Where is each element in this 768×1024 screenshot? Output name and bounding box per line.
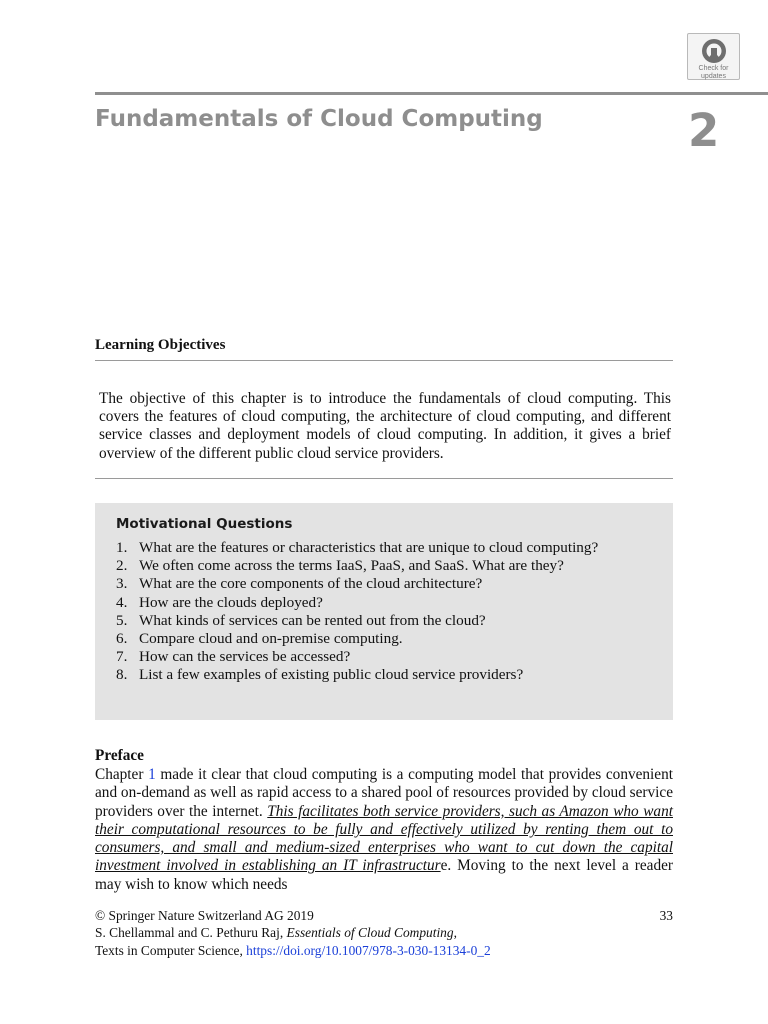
chapter-number: 2 — [688, 104, 720, 157]
question-number: 7. — [116, 648, 128, 666]
copyright-line — [95, 907, 673, 924]
question-item — [116, 666, 598, 684]
question-number: 1. — [116, 539, 128, 556]
series-line — [95, 942, 673, 959]
question-text: What are the core components of the cloud architecture? — [139, 575, 483, 593]
question-text: List a few examples of existing public cloud service providers? — [139, 666, 524, 684]
preface-text-body: made it clear that cloud computing is a computing model that provides convenient and on-demand as well as rapid access to a shared pool of resources provided by cloud service providers over the internet. — [95, 766, 674, 820]
question-text: We often come across the terms IaaS, PaaS, and SaaS. What are they? — [139, 557, 564, 575]
crossmark-icon — [701, 38, 727, 64]
learning-objectives-heading: Learning Objectives — [95, 337, 226, 353]
question-number: 4. — [116, 593, 128, 611]
authors-text: S. Chellammal and C. Pethuru Raj, — [95, 925, 287, 941]
question-number: 6. — [116, 630, 128, 648]
badge-text-line1: Check for — [698, 65, 729, 72]
question-item — [116, 557, 598, 575]
question-number: 2. — [116, 557, 128, 575]
learning-objectives-bottom-rule — [95, 478, 673, 479]
motivational-questions-heading: Motivational Questions — [116, 516, 293, 532]
question-item — [116, 648, 598, 666]
page-number: 33 — [659, 908, 673, 923]
question-item — [116, 539, 598, 557]
question-text: What are the features or characteristics that are unique to cloud computing? — [139, 539, 599, 556]
preface-text-end: e. Moving to the next level a reader may wish to know which needs — [95, 857, 673, 893]
preface-heading: Preface — [95, 747, 144, 764]
book-title-suffix: , — [453, 925, 457, 941]
question-text: Compare cloud and on-premise computing. — [139, 630, 403, 648]
copyright-text: © Springer Nature Switzerland AG 2019 — [95, 908, 314, 923]
doi-link[interactable]: https://doi.org/10.1007/978-3-030-13134-0_2 — [246, 942, 491, 958]
preface-paragraph — [95, 766, 673, 894]
badge-text-line2: updates — [701, 73, 726, 80]
book-title: Essentials of Cloud Computing — [286, 925, 454, 941]
chapter-1-link[interactable]: 1 — [148, 766, 156, 783]
question-text: What kinds of services can be rented out from the cloud? — [139, 611, 486, 629]
learning-objectives-text: The objective of this chapter is to introduce the fundamentals of cloud computing. This covers the features of cloud computing, the architecture of cloud computing, and different service classes and deployment models of cloud computing. In addition, it gives a brief overview of the different public cloud service providers. — [99, 390, 671, 462]
chapter-title: Fundamentals of Cloud Computing — [95, 106, 543, 132]
question-item — [116, 612, 598, 630]
check-for-updates-badge[interactable] — [687, 33, 740, 80]
chapter-top-rule — [95, 92, 768, 95]
question-text: How can the services be accessed? — [139, 648, 351, 666]
page-footer — [95, 907, 673, 959]
preface-text-start: Chapter — [95, 766, 149, 783]
question-item — [116, 575, 598, 593]
question-item — [116, 594, 598, 612]
question-number: 5. — [116, 611, 128, 629]
question-text: How are the clouds deployed? — [139, 593, 323, 611]
question-number: 8. — [116, 666, 128, 684]
motivational-questions-list — [116, 539, 598, 685]
learning-objectives-top-rule — [95, 360, 673, 361]
question-number: 3. — [116, 575, 128, 593]
question-item — [116, 630, 598, 648]
preface-italic-underlined-text: This facilitates both service providers, such as Amazon who want their computational resources to be fully and effectively utilized by renting them out to consumers, and small and medium-sized enterprises who want to cut down the capital investment involved in establishing an IT infrastructur — [95, 802, 673, 875]
series-text: Texts in Computer Science, — [95, 942, 247, 958]
authors-line — [95, 924, 673, 941]
